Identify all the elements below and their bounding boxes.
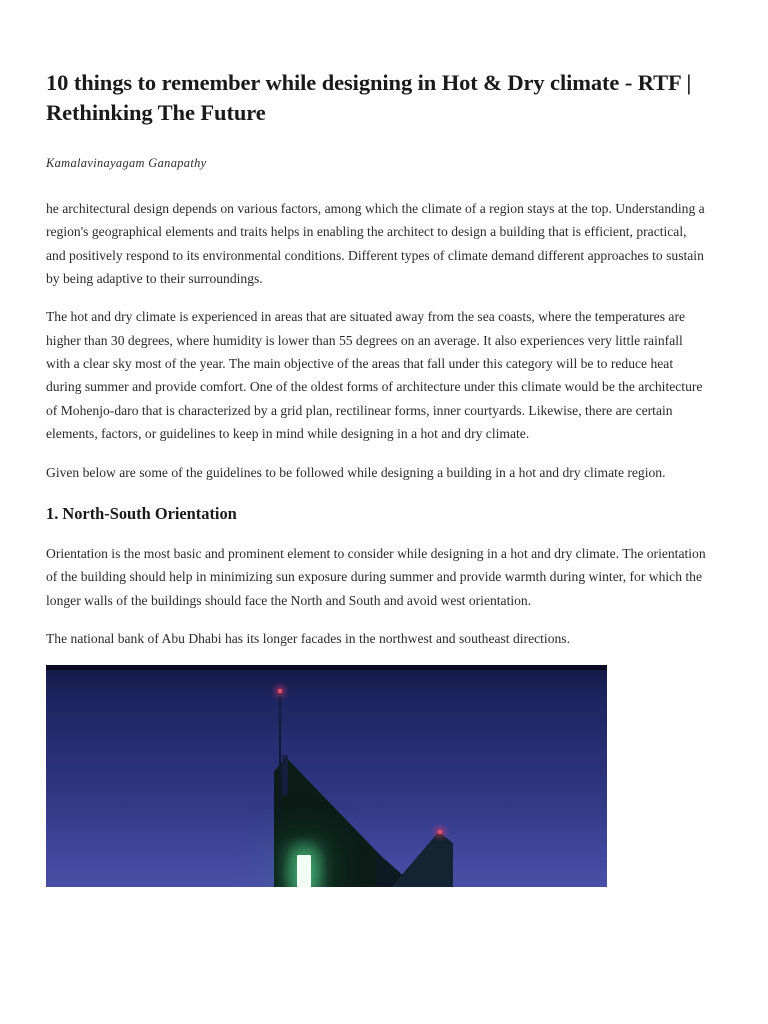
body-paragraph: he architectural design depends on various factors, among which the climate of a region stays at the top. Understanding a region's geographical elements and traits helps in enabling the architect to design a building that is efficient, practical, and positively respond to its environmental conditions. Different types of climate demand different approaches to sustain by being adaptive to their surroundings. — [46, 200, 705, 286]
section-paragraph: Orientation is the most basic and prominent element to consider while designing in a hot and dry climate. The orientation of the building should help in minimizing sun exposure during summer and provide warmth during winter, for which the longer walls of the buildings should face the North and South and avoid west orientation. — [46, 545, 706, 608]
photo-letterbox-strip — [46, 665, 607, 670]
lit-window — [297, 855, 311, 887]
author-byline: Kamalavinayagam Ganapathy — [46, 155, 207, 170]
body-paragraph: Given below are some of the guidelines to be followed while designing a building in a hot and dry climate region. — [46, 464, 666, 480]
document-body — [46, 171, 708, 888]
figure-image — [46, 665, 607, 887]
body-paragraph: The hot and dry climate is experienced in areas that are situated away from the sea coasts, where the temperatures are higher than 30 degrees, where humidity is lower than 55 degrees on an average. It also experiences very little rainfall with a clear sky most of the year. The main objective of the areas that fall under this category will be to reduce heat during summer and provide comfort. One of the oldest forms of architecture under this climate would be the architecture of Mohenjo-daro that is characterized by a grid plan, rectilinear forms, inner courtyards. Likewise, there are certain elements, factors, or guidelines to keep in mind while designing in a hot and dry climate. — [46, 309, 703, 442]
section-heading: 1. North-South Orientation — [46, 503, 237, 523]
tower-photo — [46, 665, 607, 887]
mast-collar — [282, 755, 288, 795]
page-title: 10 things to remember while designing in Hot & Dry climate - RTF | Rethinking The Future — [46, 70, 692, 125]
section-paragraph: The national bank of Abu Dhabi has its longer facades in the northwest and southeast directions. — [46, 631, 570, 647]
